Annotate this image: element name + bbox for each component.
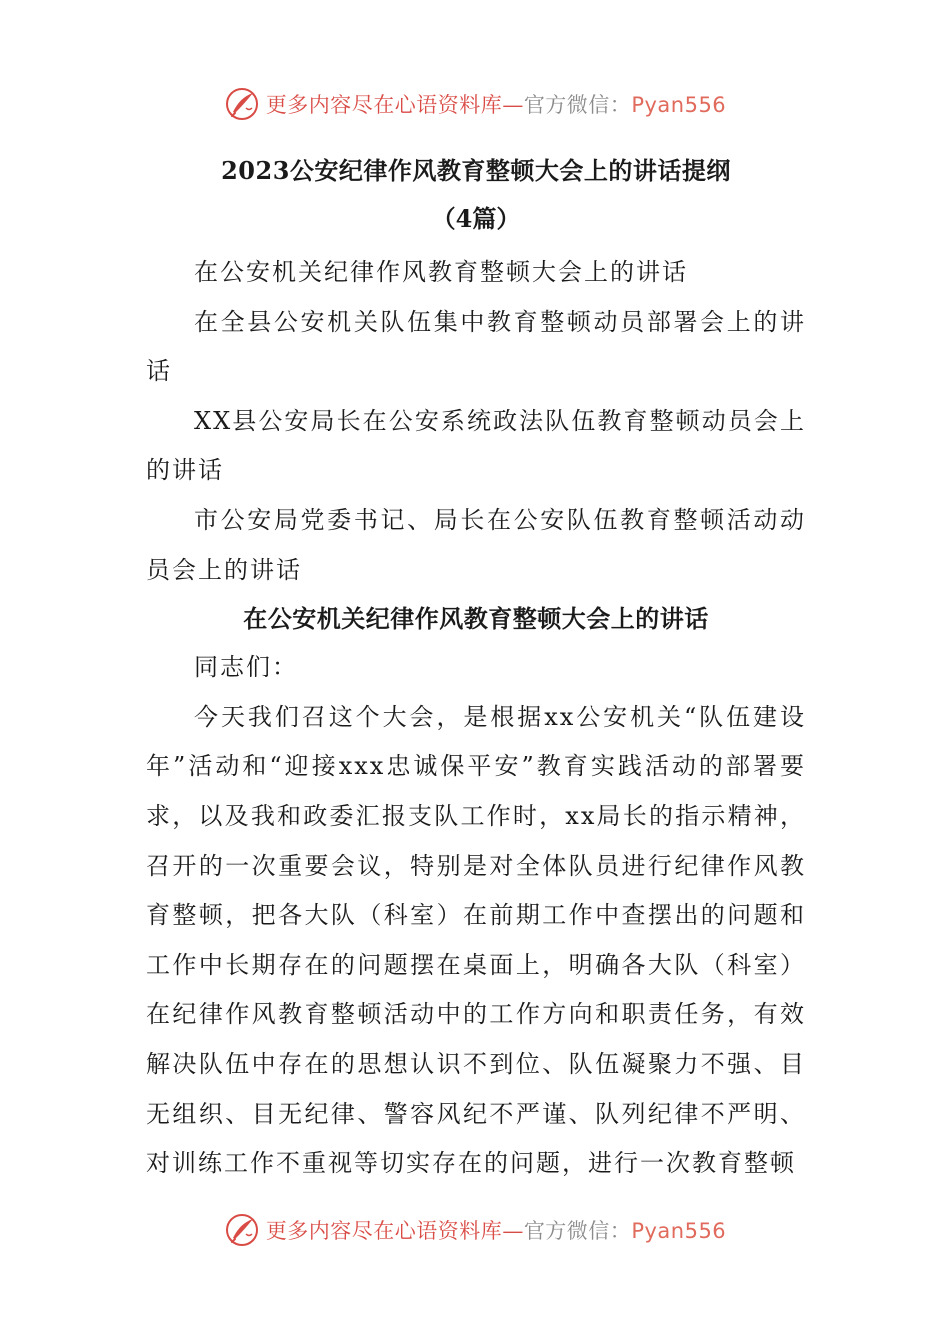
toc-item: 在全县公安机关队伍集中教育整顿动员部署会上的讲话 bbox=[146, 307, 806, 386]
toc-item: XX县公安局长在公安系统政法队伍教育整顿动员会上的讲话 bbox=[146, 406, 806, 485]
watermark-text: 更多内容尽在心语资料库—官方微信：Pyan556 bbox=[265, 1219, 727, 1243]
salutation: 同志们： bbox=[194, 653, 298, 682]
quill-logo-icon bbox=[224, 86, 260, 122]
document-title: 2023公安纪律作风教育整顿大会上的讲话提纲 bbox=[221, 156, 731, 185]
section-title: 在公安机关纪律作风教育整顿大会上的讲话 bbox=[243, 604, 709, 634]
document-body bbox=[146, 148, 806, 1189]
quill-logo-icon bbox=[224, 1212, 260, 1248]
document-subtitle: （4篇） bbox=[431, 204, 521, 233]
watermark-text: 更多内容尽在心语资料库—官方微信：Pyan556 bbox=[265, 93, 727, 117]
toc-item: 市公安局党委书记、局长在公安队伍教育整顿活动动员会上的讲话 bbox=[146, 505, 806, 584]
body-paragraph: 今天我们召这个大会，是根据xx公安机关“队伍建设年”活动和“迎接xxx忠诚保平安”教育实践活动的部署要求，以及我和政委汇报支队工作时，xx局长的指示精神，召开的一次重要会议，特别是对全体队员进行纪律作风教育整顿，把各大队（科室）在前期工作中查摆出的问题和工作中长期存在的问题摆在桌面上，明确各大队（科室）在纪律作风教育整顿活动中的工作方向和职责任务，有效解决队伍中存在的思想认识不到位、队伍凝聚力不强、目无组织、目无纪律、警容风纪不严谨、队列纪律不严明、对训练工作不重视等切实存在的问题，进行一次教育整顿 bbox=[146, 702, 806, 1178]
header-watermark-banner bbox=[0, 82, 950, 126]
table-of-contents bbox=[146, 248, 806, 595]
toc-item: 在公安机关纪律作风教育整顿大会上的讲话 bbox=[194, 258, 688, 286]
footer-watermark-banner bbox=[0, 1208, 950, 1252]
